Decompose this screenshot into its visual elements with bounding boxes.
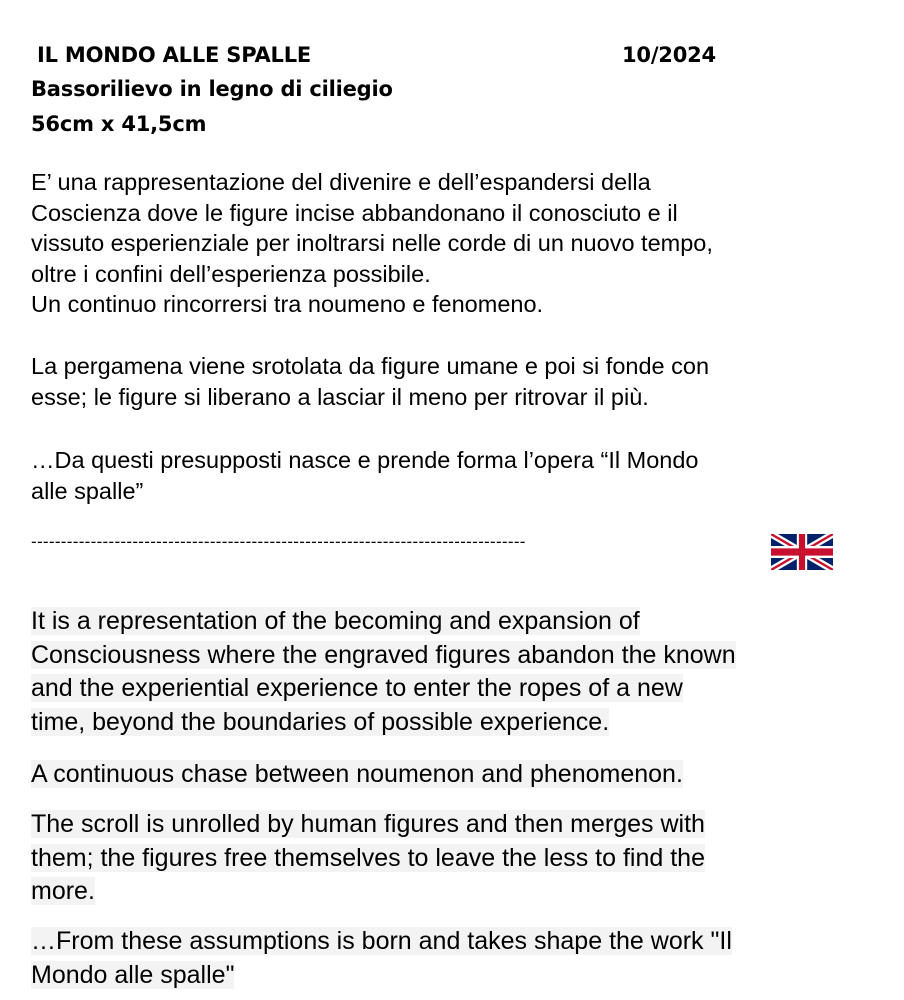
english-paragraph-4 <box>31 925 871 992</box>
italian-paragraph-2: La pergamena viene srotolata da figure umane e poi si fonde con esse; le figure si liberano a lasciar il meno per ritrovar il più. <box>31 353 710 410</box>
artwork-title: IL MONDO ALLE SPALLE <box>37 43 312 67</box>
english-paragraph-3 <box>31 808 871 909</box>
uk-flag-icon <box>771 534 833 570</box>
english-paragraph-3-text: The scroll is unrolled by human figures and then merges with them; the figures free themselves to leave the less to find the more. <box>31 810 705 905</box>
english-paragraph-4-text: …From these assumptions is born and takes shape the work "Il Mondo alle spalle" <box>31 927 732 989</box>
artwork-date: 10/2024 <box>622 43 716 67</box>
artwork-medium: Bassorilievo in legno di ciliegio <box>31 77 393 101</box>
artwork-dimensions: 56cm x 41,5cm <box>31 112 207 136</box>
italian-paragraph-3: …Da questi presupposti nasce e prende forma l’opera “Il Mondo alle spalle” <box>31 447 699 504</box>
section-divider: ----------------------------------------------------------------------------------- <box>31 532 526 551</box>
english-paragraph-2 <box>31 758 871 792</box>
english-paragraph-1-text: It is a representation of the becoming and expansion of Consciousness where the engraved figures abandon the known and the experiential experience to enter the ropes of a new time, beyond the boundaries of possible experience. <box>31 607 736 736</box>
english-paragraph-1 <box>31 605 871 739</box>
english-paragraph-2-text: A continuous chase between noumenon and phenomenon. <box>31 760 683 788</box>
italian-paragraph-1: E’ una rappresentazione del divenire e dell’espandersi della Coscienza dove le figure incise abbandonano il conosciuto e il vissuto esperienziale per inoltrarsi nelle corde di un nuovo tempo, oltre i confini dell’esperienza possibile. Un continuo rincorrersi tra noumeno e fenomeno. <box>31 169 713 317</box>
